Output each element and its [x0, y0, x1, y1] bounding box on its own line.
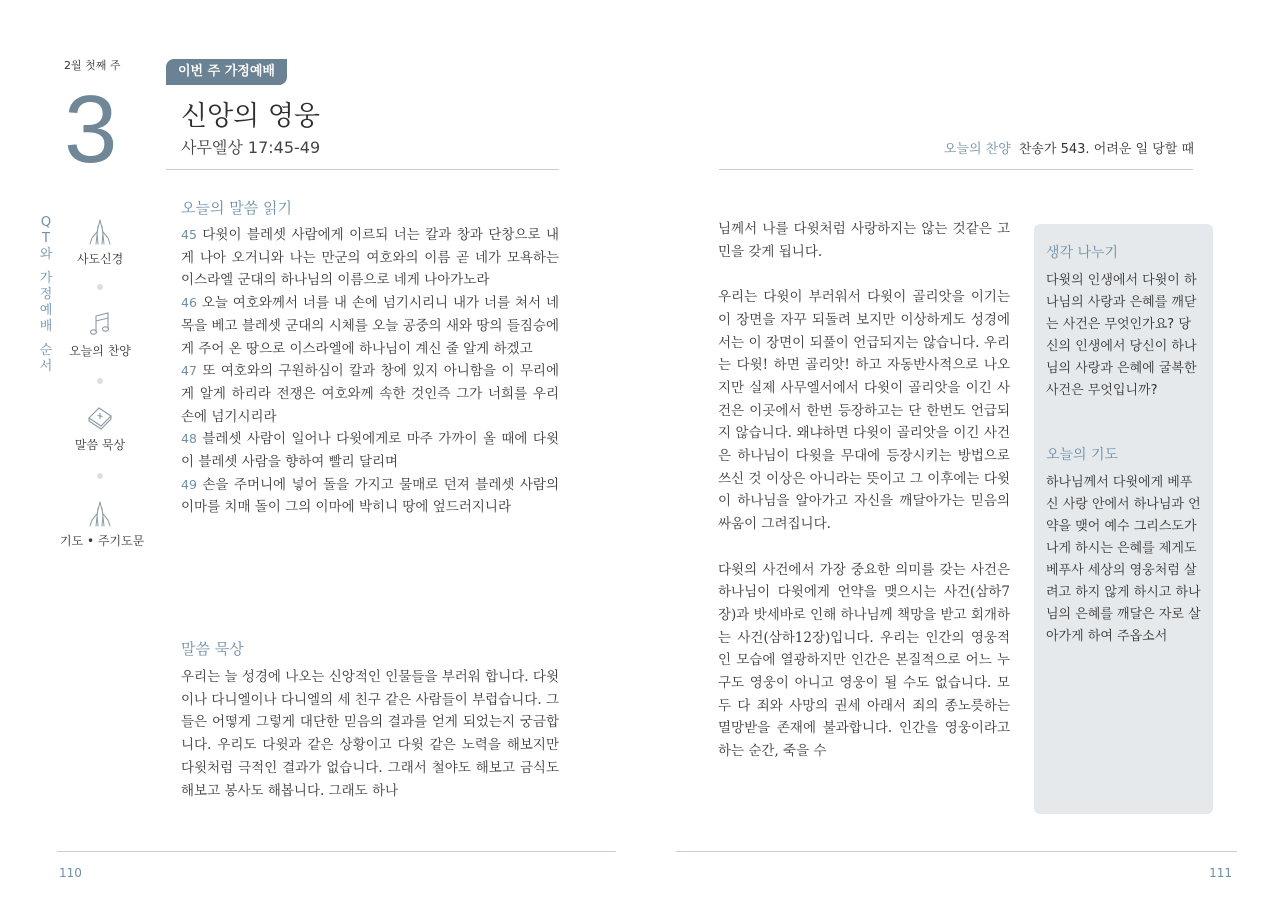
page-title: 신앙의 영웅 — [181, 101, 320, 132]
verse: 45 다윗이 블레셋 사람에게 이르되 너는 칼과 창과 단창으로 내게 나아 오거니와 나는 만군의 여호와의 이름 곧 네가 모욕하는 이스라엘 군대의 하나님의 이름으로 네게 나아가노라 — [181, 227, 559, 289]
scripture-reading — [181, 224, 559, 519]
scripture-reference: 사무엘상 17:45-49 — [181, 138, 321, 157]
prayer-text: 하나님께서 다윗에게 베푸신 사랑 안에서 하나님과 언약을 맺어 예수 그리스도가 나게 하시는 은혜를 제게도 베푸사 세상의 영웅처럼 살려고 하지 않게 하시고 하나님의 은혜를 깨달은 자로 살아가게 하여 주옵소서 — [1046, 475, 1201, 644]
hymn-title: 찬송가 543. 어려운 일 당할 때 — [1018, 142, 1194, 157]
order-separator-dot — [97, 378, 103, 384]
prayer-heading: 오늘의 기도 — [1046, 447, 1119, 463]
verse-number: 49 — [181, 476, 197, 492]
order-separator-dot — [97, 284, 103, 290]
paragraph: 다윗의 사건에서 가장 중요한 의미를 갖는 사건은 하나님이 다윗에게 언약을 맺으시는 사건(삼하7장)과 밧세바로 인해 하나님께 책망을 받고 회개하는 사건(삼하12장)입니다. 우리는 인간의 영웅적인 모습에 열광하지만 인간은 본질적으로 어느 누구도 영웅이 아니고 영웅이 될 수도 없습니다. 모두 다 죄와 사망의 권세 아래서 죄의 종노릇하는 멸망받을 존재에 불과합니다. 인간을 영웅이라고 하는 순간, 죽을 수 — [718, 561, 1010, 760]
music-note-icon — [86, 310, 114, 338]
page-number-right: 111 — [1209, 866, 1232, 880]
divider — [166, 169, 559, 170]
paragraph: 우리는 다윗이 부러워서 다윗이 골리앗을 이기는 이 장면을 자꾸 되돌려 보지만 이상하게도 성경에서는 이 장면이 되풀이 언급되지는 않습니다. 우리는 다윗! 하면 골리앗! 하고 자동반사적으로 나오지만 실제 사무엘서에서 다윗이 골리앗을 이긴 사건은 이곳에서 한번 등장하고는 단 한번도 언급되지 않습니다. 왜냐하면 다윗이 골리앗을 이긴 사건은 하나님이 다윗을 무대에 등장시키는 방법으로 쓰신 것 이상은 아니라는 뜻이고 그 이후에는 다윗이 하나님을 알아가고 자신을 깨달아가는 믿음의 싸움이 그려집니다. — [718, 289, 1010, 533]
footer-divider — [57, 851, 616, 852]
verse-number: 45 — [181, 227, 197, 242]
praying-hands-icon — [86, 500, 114, 528]
verse: 47 또 여호와의 구원하심이 칼과 창에 있지 아니함을 이 무리에게 알게 하리라 전쟁은 여호와께 속한 것인즉 그가 너희를 우리 손에 넘기시리라 — [181, 363, 559, 425]
reading-heading: 오늘의 말씀 읽기 — [181, 199, 292, 217]
order-item-prayer: 기도 • 주기도문 — [60, 500, 140, 549]
verse: 46 오늘 여호와께서 너를 내 손에 넘기시리니 내가 너를 쳐서 네 목을 베고 블레셋 군대의 시체를 오늘 공중의 새와 땅의 들짐승에게 주어 온 땅으로 이스라엘에 하나님이 계신 줄 알게 하겠고 — [181, 295, 559, 357]
bible-icon — [86, 404, 114, 432]
week-number: 3 — [64, 76, 114, 183]
order-item-meditation: 말씀 묵상 — [60, 404, 140, 453]
verse-number: 47 — [181, 363, 197, 379]
page-number-left: 110 — [59, 866, 82, 880]
meditation-text: 우리는 늘 성경에 나오는 신앙적인 인물들을 부러워 합니다. 다윗이나 다니엘이나 다니엘의 세 친구 같은 사람들이 부럽습니다. 그들은 어떻게 그렇게 대단한 믿음의 결과를 얻게 되었는지 궁금합니다. 우리도 다윗과 같은 상황이고 다윗 같은 노력을 해보지만 다윗처럼 극적인 결과가 없습니다. 그래서 철야도 해보고 금식도 해보고 봉사도 해봅니다. 그래도 하나 — [181, 669, 559, 799]
verse-number: 48 — [181, 431, 197, 447]
verse: 48 블레셋 사람이 일어나 다윗에게로 마주 가까이 올 때에 다윗이 블레셋 사람을 향하여 빨리 달리며 — [181, 431, 559, 471]
weekly-worship-tag: 이번 주 가정예배 — [166, 59, 287, 85]
week-label: 2월 첫째 주 — [64, 59, 121, 72]
divider — [719, 169, 1193, 170]
vertical-section-label: Q T 와 가 정 예 배 순 서 — [39, 215, 53, 374]
share-text: 다윗의 인생에서 다윗이 하나님의 사랑과 은혜를 깨닫는 사건은 무엇인가요? 당신의 인생에서 당신이 하나님의 사랑과 은혜에 굴복한 사건은 무엇입니까? — [1046, 273, 1197, 398]
praying-hands-icon — [86, 218, 114, 246]
order-item-hymn: 오늘의 찬양 — [60, 310, 140, 359]
hymn-label: 오늘의 찬양 — [943, 142, 1011, 157]
order-item-creed: 사도신경 — [60, 218, 140, 267]
paragraph: 님께서 나를 다윗처럼 사랑하지는 않는 것같은 고민을 갖게 됩니다. — [718, 221, 1010, 260]
todays-hymn — [944, 138, 1194, 157]
share-heading: 생각 나누기 — [1046, 245, 1119, 261]
meditation-heading: 말씀 묵상 — [181, 640, 244, 658]
order-separator-dot — [97, 473, 103, 479]
verse-number: 46 — [181, 295, 197, 311]
footer-divider — [676, 851, 1237, 852]
reflection-sidebox — [1034, 224, 1213, 814]
meditation-continued — [718, 218, 1010, 786]
verse: 49 손을 주머니에 넣어 돌을 가지고 물매로 던져 블레셋 사람의 이마를 치매 돌이 그의 이마에 박히니 땅에 엎드러지니라 — [181, 476, 559, 516]
